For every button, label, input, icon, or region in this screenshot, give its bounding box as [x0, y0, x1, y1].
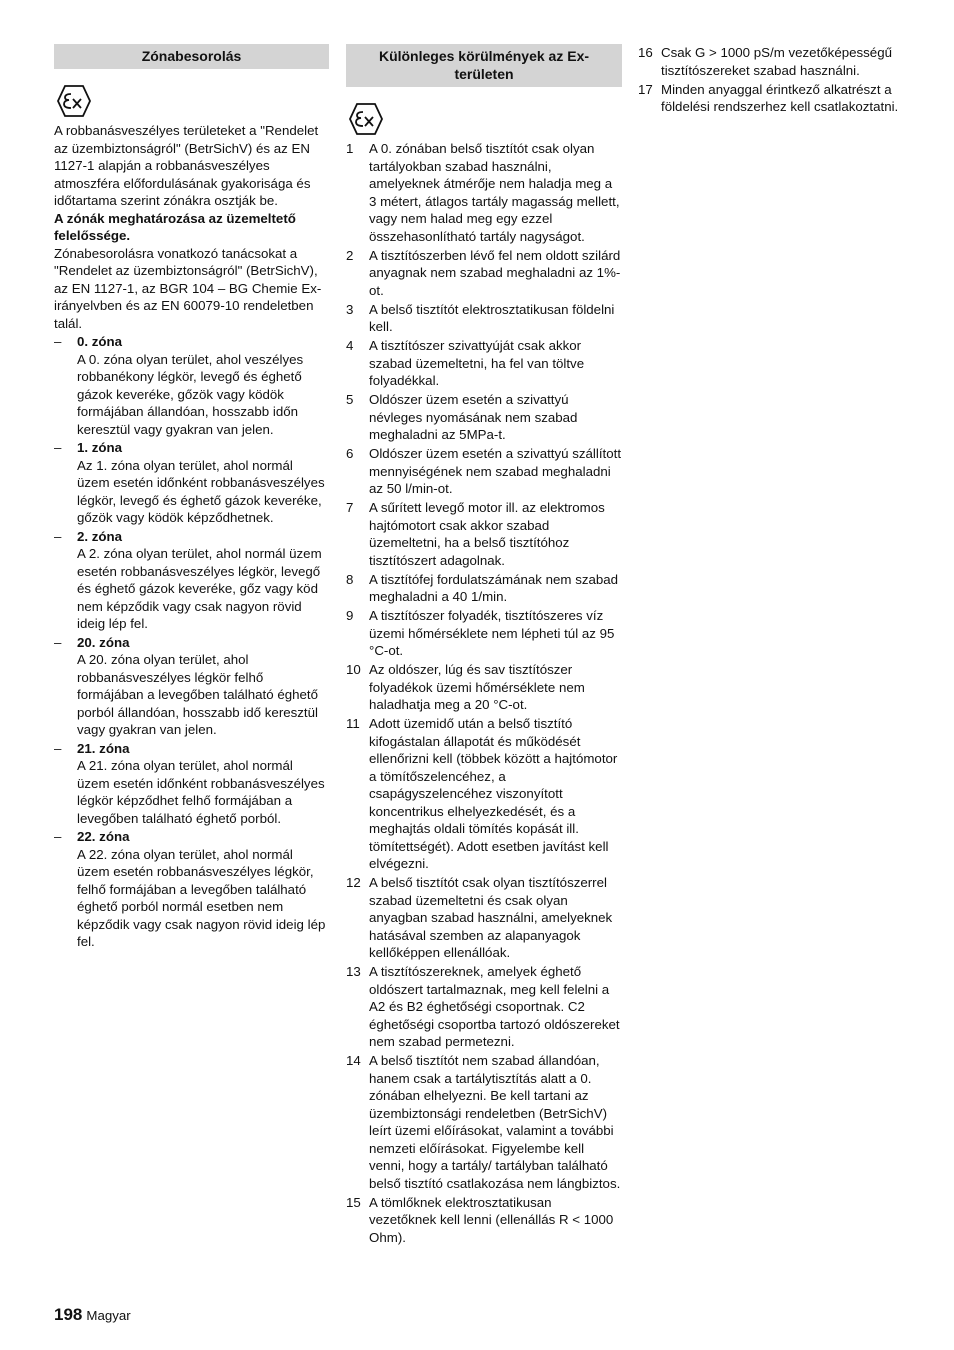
dash-bullet: –: [54, 440, 62, 455]
zone-item: [54, 828, 329, 951]
list-item: [346, 571, 622, 606]
zone-title: 0. zóna: [77, 334, 123, 349]
item-text: A sűrített levegő motor ill. az elektromos hajtómotort csak akkor szabad üzemeltetni, ha a belső tisztítóhoz tisztítószert adagolnak.: [369, 500, 605, 568]
zone-text: Az 1. zóna olyan terület, ahol normál üzem esetén időnként robbanásveszélyes légkör, levegő és éghető gázok keveréke, gőzök vagy ködök képződhetnek.: [77, 457, 325, 525]
item-number: 15: [346, 1194, 361, 1210]
zone-item: [54, 528, 329, 633]
zone-title: 21. zóna: [77, 740, 130, 756]
list-item: [346, 247, 622, 300]
list-item: [346, 661, 622, 714]
zone-list: [54, 333, 329, 951]
item-text: A belső tisztítót csak olyan tisztítószerrel szabad üzemeltetni és csak olyan anyagban szabad használni, amelyeknek hatásával szemben az alapanyagok kellőképpen ellenállóak.: [369, 875, 613, 960]
item-number: 3: [346, 301, 354, 317]
dash-bullet: –: [54, 334, 62, 349]
zone-title: 1. zóna: [77, 440, 123, 455]
zone-text: A 21. zóna olyan terület, ahol normál üzem esetén időnként robbanásveszélyes légkör képződhet felhő formájában a levegőben található éghető porból.: [77, 758, 325, 826]
list-item: [638, 44, 918, 79]
item-text: A tisztítószer szivattyúját csak akkor szabad üzemeltetni, ha fel van töltve folyadékkal.: [369, 338, 585, 388]
list-item: [346, 445, 622, 498]
list-item: [346, 607, 622, 660]
zone-text: A 2. zóna olyan terület, ahol normál üzem esetén robbanásveszélyes légkör, levegő és éghető gázok keveréke, gőz vagy köd nem képződik vagy csak nagyon rövid ideig lép fel.: [77, 546, 322, 631]
zone-title: 20. zóna: [77, 634, 130, 650]
item-number: 8: [346, 571, 354, 587]
item-text: Adott üzemidő után a belső tisztító kifogástalan állapotát és működését ellenőrizni kell (többek között a hajtómotor a tömítőszelencéhez, a csapágyszelencéhez viszonyított koncentrikus elhelyezkedését, és a meghajtás oldali tömítés kopását ill. tömítettségét). Adott esetben javítást kell elvégezni.: [369, 716, 618, 871]
dash-bullet: –: [54, 634, 62, 650]
list-item: [638, 81, 918, 116]
item-text: A 0. zónában belső tisztítót csak olyan tartályokban szabad használni, amelyeknek átmérője nem haladja meg a 3 métert, átlagos tartály magasság mellett, vagy nem halad meg egy ezzel összehasonlítható tartály nagyságot.: [369, 141, 620, 244]
zone-text: A 22. zóna olyan terület, ahol normál üzem esetén robbanásveszélyes légkör, felhő formájában a levegőben található éghető porból normál esetben nem képződik vagy csak nagyon rövid ideig lép fel.: [77, 846, 326, 949]
advice-paragraph: Zónabesorolásra vonatkozó tanácsokat a "Rendelet az üzembiztonságról" (BetrSichV), az EN 1127-1, az BGR 104 – BG Chemie Ex-irányelvben és az EN 60079-10 rendeletben talál.: [54, 245, 322, 331]
list-item: [346, 301, 622, 336]
zone-title: 2. zóna: [77, 528, 123, 544]
item-number: 12: [346, 875, 361, 890]
zone-item: [54, 740, 329, 828]
heading-line-1: Különleges körülmények az Ex-: [378, 48, 590, 64]
ex-atex-icon: [54, 83, 94, 119]
dash-bullet: –: [54, 740, 62, 756]
column-special-conditions: [346, 44, 622, 1248]
zone-text: A 20. zóna olyan terület, ahol robbanásveszélyes légkör felhő formájában a levegőben található éghető porból állandóan, hosszabb idő keresztül vagy gyakran van jelen.: [77, 652, 319, 737]
zone-item: [54, 333, 329, 438]
zone-item: [54, 439, 329, 527]
item-text: Minden anyaggal érintkező alkatrészt a földelési rendszerhez kell csatlakoztatni.: [661, 81, 899, 114]
list-item: [346, 874, 622, 962]
list-item: [346, 337, 622, 390]
item-number: 6: [346, 446, 354, 461]
item-number: 17: [638, 81, 653, 97]
item-text: Oldószer üzem esetén a szivattyú szállított mennyiségének nem szabad meghaladni az 50 l/min-ot.: [369, 446, 622, 496]
item-text: A tisztítószereknek, amelyek éghető oldószert tartalmaznak, meg kell felelni a A2 és B2 éghetőségi csoportnak. C2 éghetőségi csoportba tartozó oldószereket nem szabad permetezni.: [369, 964, 620, 1049]
item-text: A tisztítófej fordulatszámának nem szabad meghaladni a 40 1/min.: [369, 571, 619, 604]
item-text: Oldószer üzem esetén a szivattyú névleges nyomásának nem szabad meghaladni az 5MPa-t.: [369, 392, 578, 442]
column-continued-list: [638, 44, 918, 117]
item-number: 4: [346, 338, 354, 353]
conditions-list-continued: [638, 44, 918, 116]
dash-bullet: –: [54, 528, 62, 544]
item-text: Csak G > 1000 pS/m vezetőképességű tisztítószereket szabad használni.: [661, 45, 892, 78]
heading-line-2: területen: [454, 66, 514, 82]
zone-title: 22. zóna: [77, 829, 130, 844]
item-number: 1: [346, 141, 354, 156]
item-number: 14: [346, 1053, 361, 1068]
list-item: [346, 499, 622, 569]
item-number: 5: [346, 392, 354, 407]
page-number: 198: [54, 1305, 83, 1324]
zone-item: [54, 634, 329, 739]
item-text: A belső tisztítót elektrosztatikusan földelni kell.: [369, 301, 615, 334]
list-item: [346, 140, 622, 245]
list-item: [346, 963, 622, 1051]
ex-atex-icon: [346, 101, 386, 137]
item-number: 11: [346, 716, 360, 731]
section-heading: Zónabesorolás: [54, 44, 329, 69]
zone-text: A 0. zóna olyan terület, ahol veszélyes robbanékony légkör, levegő és éghető gázok keveréke, gőzök vagy ködök formájában állandóan, hosszabb időn keresztül vagy gyakran van jelen.: [77, 351, 304, 437]
conditions-list: [346, 140, 622, 1246]
item-number: 9: [346, 608, 354, 623]
item-number: 16: [638, 45, 653, 60]
section-heading: [346, 44, 622, 87]
page-footer: [54, 1306, 131, 1325]
column-zone-classification: [54, 44, 329, 951]
intro-paragraph: A robbanásveszélyes területeket a "Rendelet az üzembiztonságról" (BetrSichV) és az EN 1127-1 alapján a robbanásveszélyes atmoszféra előfordulásának gyakorisága és időtartama szerint zónákra osztják be.: [54, 123, 319, 208]
footer-language: Magyar: [86, 1308, 131, 1323]
item-text: A belső tisztítót nem szabad állandóan, hanem csak a tartálytisztítás alatt a 0. zónában elhelyezni. Be kell tartani az üzembiztonsági rendeletben (BetrSichV) leírt üzemi előírásokat, valamint a további nemzeti előírásokat. Figyelembe kell venni, hogy a tartály/ tartályban található belső tisztító csatlakozása nem lángbiztos.: [369, 1053, 621, 1191]
list-item: [346, 715, 622, 873]
item-text: A tisztítószer folyadék, tisztítószeres víz üzemi hőmérséklete nem lépheti túl az 95 °C-ot.: [369, 608, 615, 658]
item-number: 10: [346, 662, 361, 677]
dash-bullet: –: [54, 829, 62, 844]
list-item: [346, 1194, 622, 1247]
responsibility-note: A zónák meghatározása az üzemeltető felelőssége.: [54, 210, 296, 243]
item-text: A tisztítószerben lévő fel nem oldott szilárd anyagnak nem szabad meghaladni az 1%-ot.: [369, 247, 621, 298]
item-number: 7: [346, 500, 354, 515]
list-item: [346, 391, 622, 444]
item-number: 13: [346, 964, 361, 979]
item-text: Az oldószer, lúg és sav tisztítószer folyadékok üzemi hőmérséklete nem haladhatja meg a 20 °C-ot.: [369, 662, 585, 712]
item-text: A tömlőknek elektrosztatikusan vezetőknek kell lenni (ellenállás R < 1000 Ohm).: [369, 1194, 614, 1245]
item-number: 2: [346, 247, 354, 263]
list-item: [346, 1052, 622, 1192]
